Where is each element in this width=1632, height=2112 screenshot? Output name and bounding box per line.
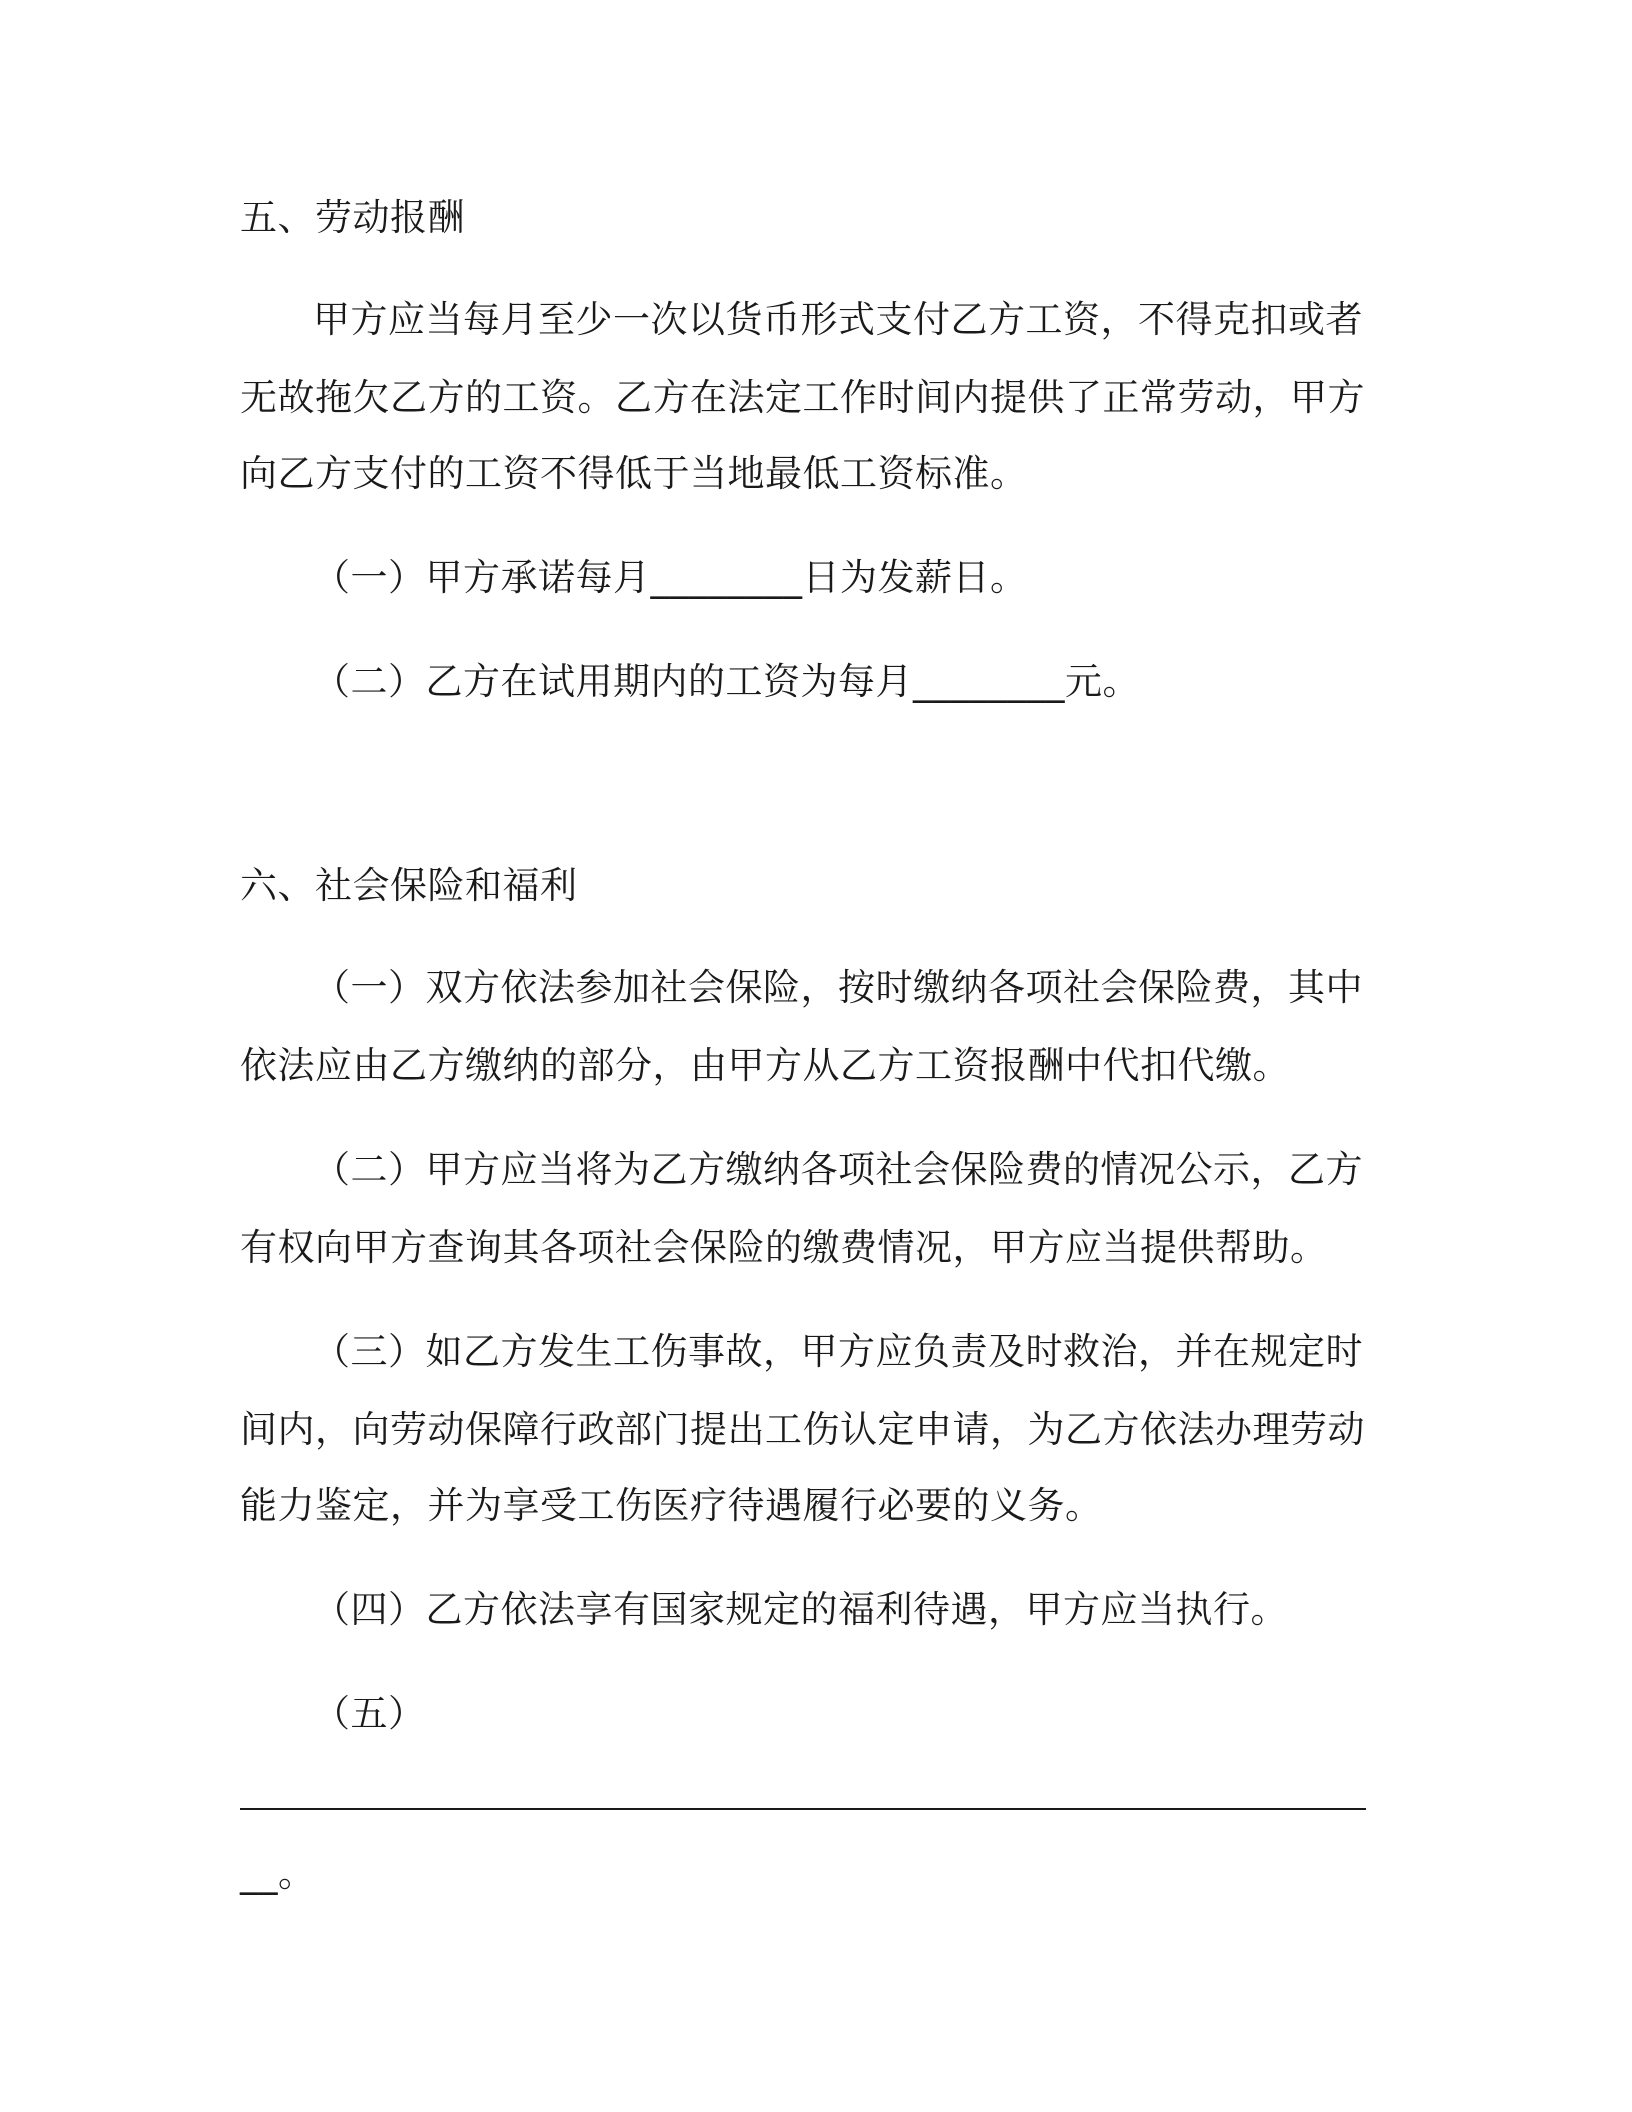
clause-welfare: （四）乙方依法享有国家规定的福利待遇，甲方应当执行。 bbox=[313, 1588, 1288, 1631]
clause-line: 间内，向劳动保障行政部门提出工伤认定申请，为乙方依法办理劳动 bbox=[240, 1408, 1365, 1451]
paragraph-line: 甲方应当每月至少一次以货币形式支付乙方工资，不得克扣或者 bbox=[313, 298, 1363, 341]
paragraph-line: 无故拖欠乙方的工资。乙方在法定工作时间内提供了正常劳动，甲方 bbox=[240, 376, 1365, 419]
section-heading-labor-remuneration: 五、劳动报酬 bbox=[240, 196, 465, 239]
section-heading-social-insurance: 六、社会保险和福利 bbox=[240, 864, 578, 907]
clause-line: （一）双方依法参加社会保险，按时缴纳各项社会保险费，其中 bbox=[313, 966, 1363, 1009]
clause-line: （二）甲方应当将为乙方缴纳各项社会保险费的情况公示，乙方 bbox=[313, 1148, 1363, 1191]
clause-line: （三）如乙方发生工伤事故，甲方应负责及时救治，并在规定时 bbox=[313, 1330, 1363, 1373]
clause-payday: （一）甲方承诺每月________日为发薪日。 bbox=[313, 556, 1028, 599]
clause-line: 有权向甲方查询其各项社会保险的缴费情况，甲方应当提供帮助。 bbox=[240, 1226, 1328, 1269]
clause-line: 依法应由乙方缴纳的部分，由甲方从乙方工资报酬中代扣代缴。 bbox=[240, 1044, 1290, 1087]
clause-probation-salary: （二）乙方在试用期内的工资为每月________元。 bbox=[313, 660, 1140, 703]
paragraph-line: 向乙方支付的工资不得低于当地最低工资标准。 bbox=[240, 452, 1028, 495]
clause-line: 能力鉴定，并为享受工伤医疗待遇履行必要的义务。 bbox=[240, 1484, 1103, 1527]
clause-five-label: （五） bbox=[313, 1692, 426, 1735]
clause-five-tail: __。 bbox=[240, 1852, 316, 1895]
fill-in-blank-line bbox=[240, 1808, 1366, 1810]
